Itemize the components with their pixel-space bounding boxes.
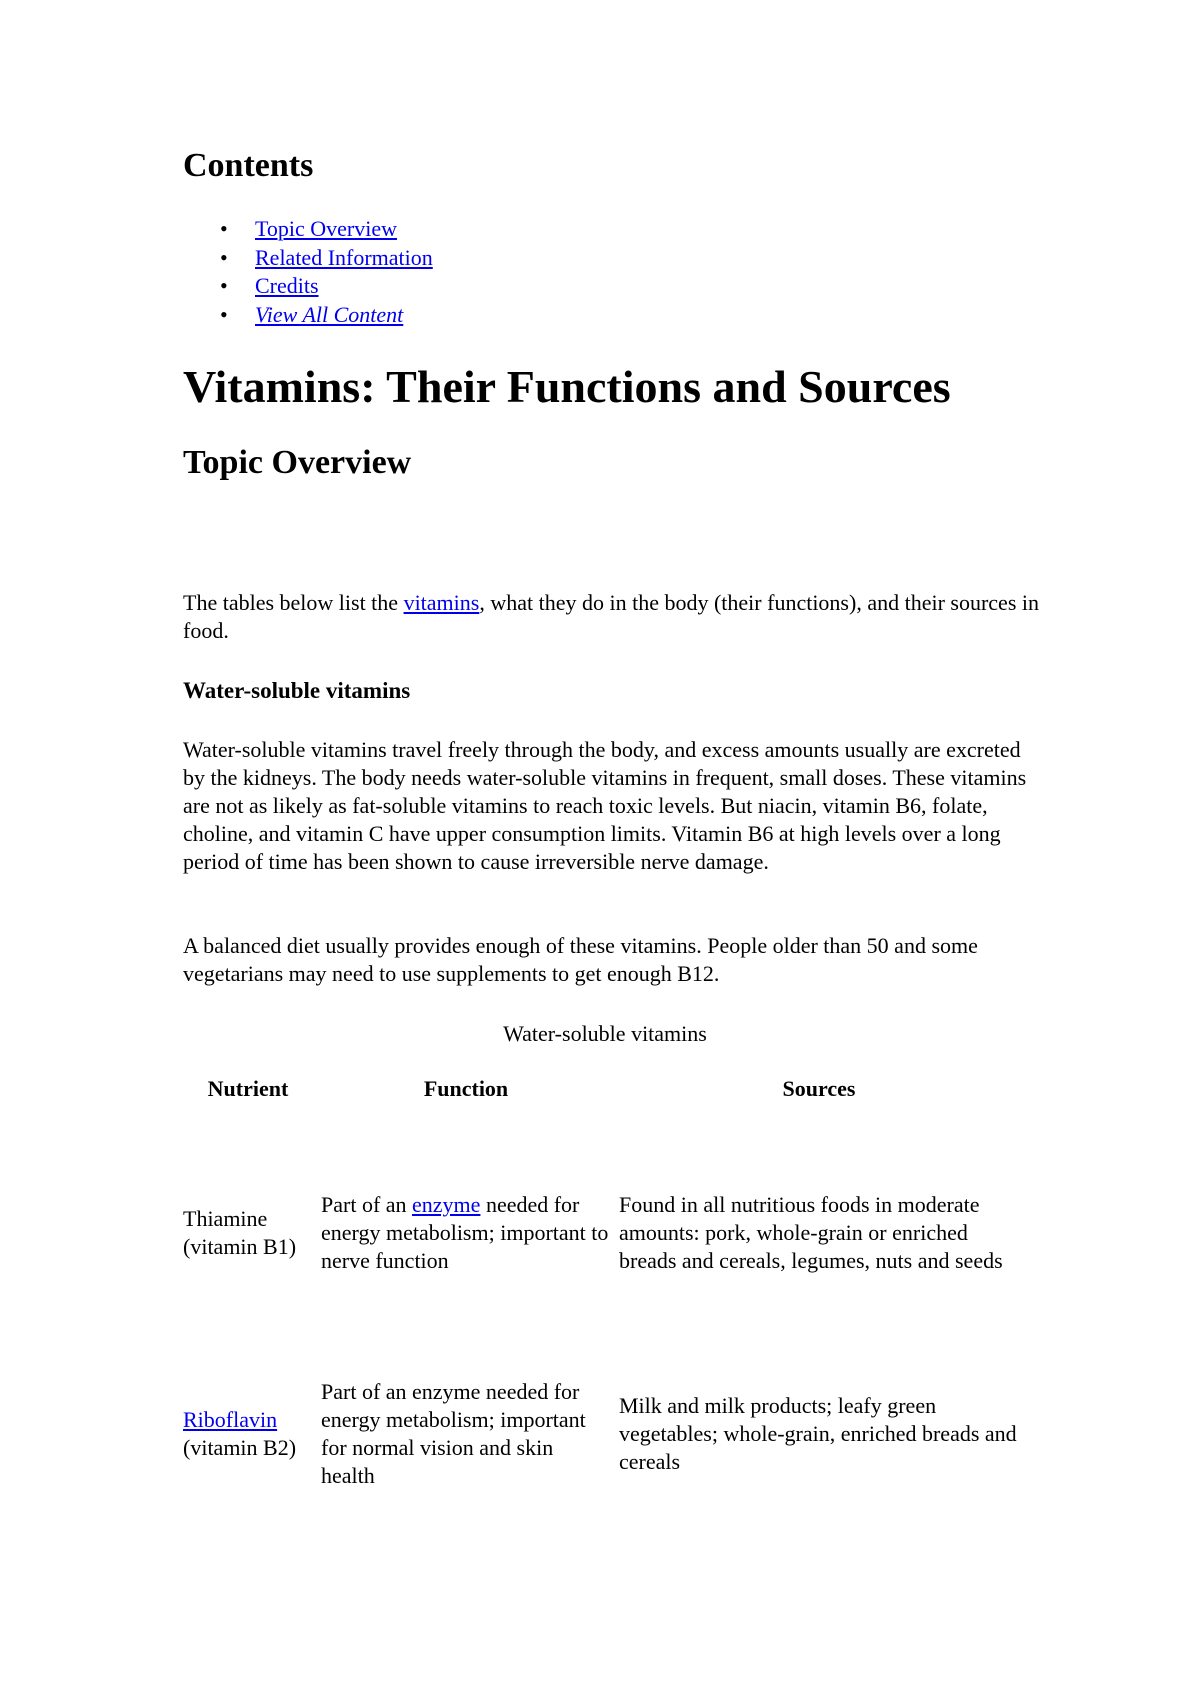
toc-link-credits[interactable]: Credits [255,273,319,298]
header-sources: Sources [782,1076,856,1101]
table-spacer-row [179,1113,1023,1173]
bullet-icon: • [220,301,228,327]
table-row [179,1173,1023,1293]
toc-link-related-information[interactable]: Related Information [255,244,433,270]
contents-heading: Contents [183,147,314,184]
intro-text-after: , what they do in the body (their functions), and their sources in food. [183,590,1039,643]
riboflavin-link[interactable]: Riboflavin [183,1407,278,1432]
table-caption: Water-soluble vitamins [503,1021,707,1046]
page-title: Vitamins: Their Functions and Sources [183,361,951,412]
nutrient-name: Thiamine (vitamin B1) [183,1206,297,1259]
bullet-icon: • [220,273,228,298]
nutrient-name: (vitamin B2) [183,1435,297,1460]
table-spacer-row [179,1293,1023,1371]
bullet-icon: • [220,244,228,270]
toc-item-topic-overview [183,215,433,244]
cell-function: Part of an enzyme needed for energy metabolism; important for normal vision and skin health [321,1379,586,1488]
header-function: Function [423,1076,509,1101]
cell-sources: Found in all nutritious foods in moderate amounts: pork, whole-grain or enriched breads and cereals, legumes, nuts and seeds [619,1192,1003,1273]
vitamins-link[interactable]: vitamins [403,590,480,615]
water-soluble-paragraph: Water-soluble vitamins travel freely through the body, and excess amounts usually are excreted by the kidneys. The body needs water-soluble vitamins in frequent, small doses. These vitamins are not as likely as fat-soluble vitamins to reach toxic levels. But niacin, vitamin B6, folate, choline, and vitamin C have upper consumption limits. Vitamin B6 at high levels over a long period of time has been shown to cause irreversible nerve damage. [183,737,1027,874]
table-header-row [179,1065,1023,1113]
function-text-after: needed for energy metabolism; important to nerve function [321,1192,609,1273]
cell-function [317,1173,615,1293]
vitamins-table [179,1065,1023,1497]
toc-link-topic-overview[interactable]: Topic Overview [255,216,398,241]
bullet-icon: • [220,216,228,241]
cell-sources: Milk and milk products; leafy green vegetables; whole-grain, enriched breads and cereals [619,1393,1017,1474]
toc-item-credits [183,272,433,301]
toc-item-view-all-content [183,301,433,330]
toc-item-related-information [183,244,433,273]
intro-paragraph [183,589,1043,645]
cell-nutrient [179,1371,317,1497]
intro-text-before: The tables below list the [183,590,404,615]
table-row [179,1371,1023,1497]
section-heading-topic-overview: Topic Overview [183,444,412,481]
toc-link-view-all-content[interactable]: View All Content [255,301,404,327]
header-nutrient: Nutrient [207,1076,289,1101]
subsection-heading-water-soluble: Water-soluble vitamins [183,678,411,703]
function-text-before: Part of an [321,1192,413,1217]
enzyme-link[interactable]: enzyme [412,1192,481,1217]
table-of-contents [183,215,433,329]
cell-nutrient [179,1173,317,1293]
balanced-diet-paragraph: A balanced diet usually provides enough of these vitamins. People older than 50 and some vegetarians may need to use supplements to get enough B12. [183,933,978,986]
